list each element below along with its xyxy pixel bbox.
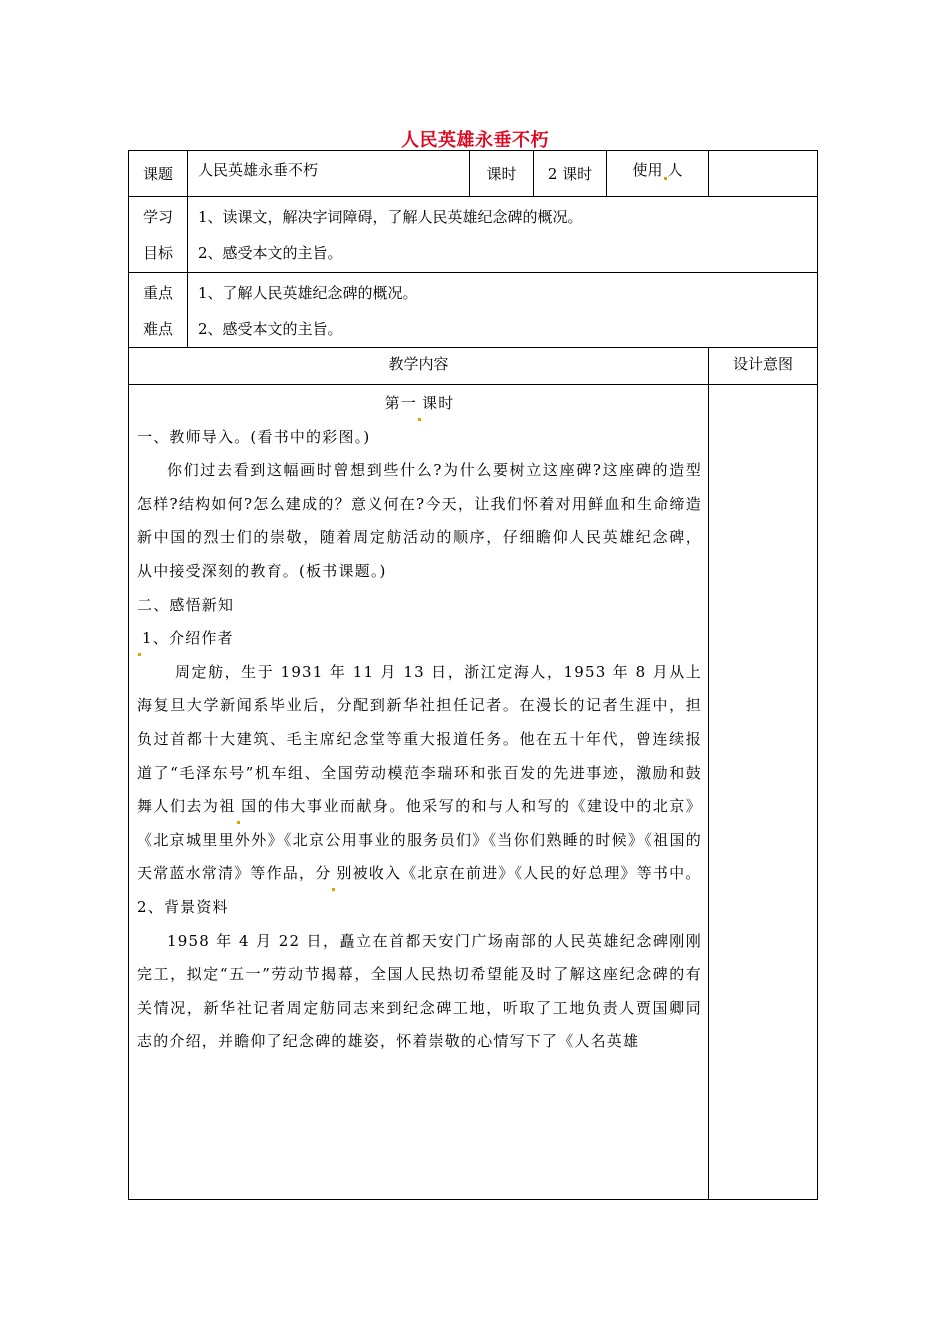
- topic-label: 课题: [142, 165, 173, 183]
- user-label-a: 使用: [632, 161, 663, 179]
- objective-item-1: 1、读课文，解决字词障碍，了解人民英雄纪念碑的概况。: [198, 208, 583, 226]
- design-header: 设计意图: [732, 355, 793, 373]
- content-row: [129, 385, 818, 1200]
- marker-dot: [138, 653, 141, 656]
- user-label-b: 人: [667, 161, 683, 179]
- objectives-label-line1: 学习: [142, 208, 173, 226]
- sub2-heading: 2、背景资料: [137, 897, 229, 916]
- key-points-items-cell: [188, 273, 818, 348]
- hours-label: 课时: [486, 165, 517, 183]
- topic-value-cell: [188, 151, 470, 197]
- key-point-item-1: 1、了解人民英雄纪念碑的概况。: [198, 284, 418, 302]
- objectives-label-line2: 目标: [142, 244, 173, 262]
- hours-value: 2 课时: [547, 165, 593, 183]
- objectives-row: [129, 197, 818, 273]
- content-header: 教学内容: [388, 355, 449, 373]
- design-intent-cell: [709, 385, 818, 1200]
- objective-item-2: 2、感受本文的主旨。: [198, 244, 343, 262]
- objectives-label-cell: [129, 197, 188, 273]
- objectives-items-cell: [188, 197, 818, 273]
- topic-value: 人民英雄永垂不朽: [198, 161, 319, 179]
- marker-dot: [664, 177, 667, 180]
- columns-header-row: [129, 348, 818, 385]
- lesson-content: [129, 385, 708, 1059]
- key-points-label-line2: 难点: [142, 320, 173, 338]
- topic-label-cell: [129, 151, 188, 197]
- marker-dot: [332, 888, 335, 891]
- hours-value-cell: [534, 151, 607, 197]
- user-value-cell: [709, 151, 818, 197]
- topic-row: [129, 151, 818, 197]
- section1-heading: 一、教师导入。(看书中的彩图。): [137, 427, 371, 446]
- sub1-heading: 1、介绍作者: [137, 622, 702, 656]
- hours-label-cell: [470, 151, 534, 197]
- key-points-label-line1: 重点: [142, 284, 173, 302]
- section1-paragraph: 你们过去看到这幅画时曾想到些什么?为什么要树立这座碑?这座碑的造型怎样?结构如何?怎么建成的？意义何在?今天，让我们怀着对用鲜血和生命缔造新中国的烈士们的崇敬，随着周定舫活动的顺序，仔细瞻仰人民英雄纪念碑，从中接受深刻的教育。(板书课题。): [137, 461, 702, 580]
- sub2-paragraph: 1958 年 4 月 22 日，矗立在首都天安门广场南部的人民英雄纪念碑刚刚完工，拟定“五一”劳动节揭幕，全国人民热切希望能及时了解这座纪念碑的有关情况，新华社记者周定舫同志来到纪念碑工地，听取了工地负责人贾国卿同志的介绍，并瞻仰了纪念碑的雄姿，怀着崇敬的心情写下了《人名英雄: [137, 931, 702, 1051]
- section2-heading: 二、感悟新知: [137, 595, 235, 614]
- content-header-cell: [129, 348, 709, 385]
- design-header-cell: [709, 348, 818, 385]
- marker-dot: [237, 821, 240, 824]
- content-cell: [129, 385, 709, 1200]
- lesson-plan-table: [128, 150, 818, 1200]
- sub1-paragraph: 周定舫，生于 1931 年 11 月 13 日，浙江定海人，1953 年 8 月从上海复旦大学新闻系毕业后，分配到新华社担任记者。在漫长的记者生涯中，担负过首都十大建筑、毛主席纪念堂等重大报道任务。他在五十年代，曾连续报道了“毛泽东号”机车组、全国劳动模范李瑞环和张百发的先进事迹，激励和鼓舞人们去为祖 国的伟大事业而献身。他采写的和与人和写的《建设中的北京》《北京城里里外外》《北京公用事业的服务员们》《当你们熟睡的时候》《祖国的天常蓝水常清》等作品，分 别被收入《北京在前进》《人民的好总理》等书中。: [137, 656, 702, 891]
- page-title: 人民英雄永垂不朽: [401, 130, 549, 151]
- session-title: 第一 课时: [137, 387, 702, 421]
- marker-dot: [418, 418, 421, 421]
- user-label-cell: [607, 151, 709, 197]
- key-point-item-2: 2、感受本文的主旨。: [198, 320, 343, 338]
- key-points-row: [129, 273, 818, 348]
- key-points-label-cell: [129, 273, 188, 348]
